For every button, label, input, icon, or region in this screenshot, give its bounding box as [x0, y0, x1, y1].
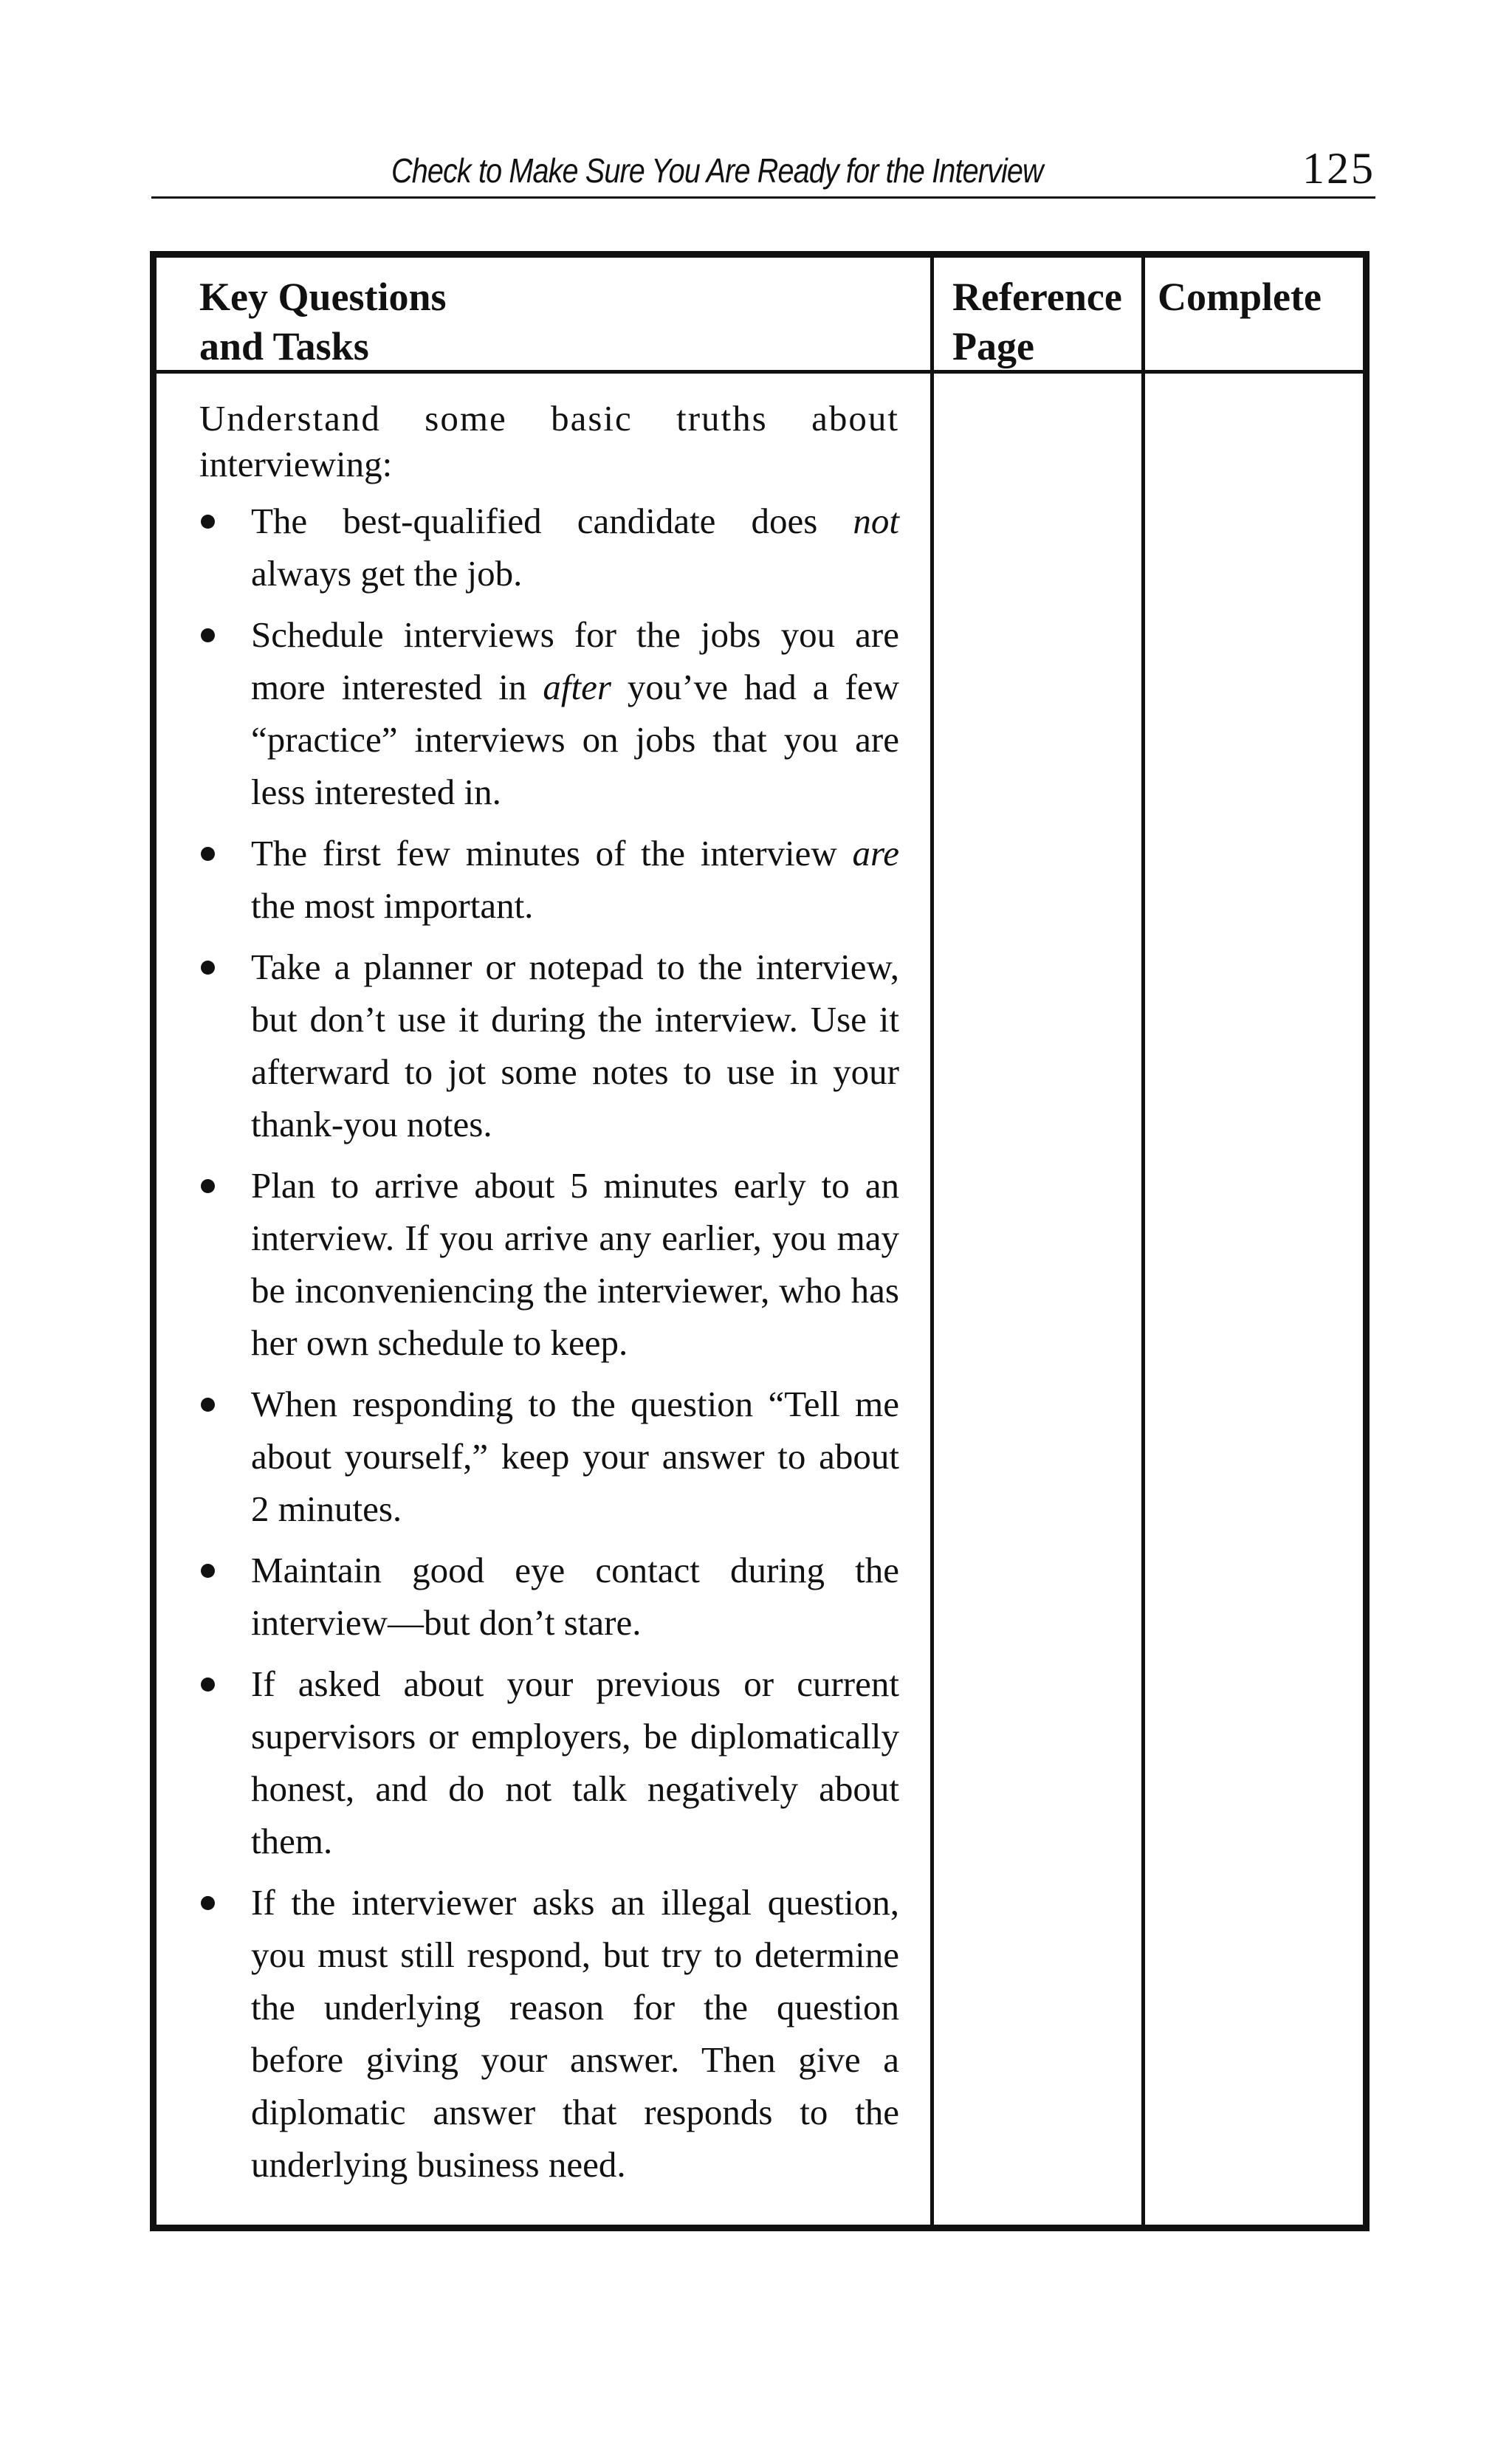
list-item: Schedule interviews for the jobs you are more interested in after you’ve had a few “practice” interviews on jobs that you are less interested in.	[199, 608, 899, 818]
column-header-complete	[1158, 272, 1364, 322]
bullet-icon	[201, 515, 215, 529]
column-header-questions-line2: and Tasks	[199, 324, 369, 368]
list-item: The best-qualified candidate does not always get the job.	[199, 495, 899, 600]
intro-text: Understand some basic truths about	[199, 398, 899, 439]
bullet-icon	[201, 1398, 215, 1412]
bullet-icon	[201, 1179, 215, 1193]
task-list	[199, 495, 899, 2191]
checklist-table	[150, 251, 1370, 2231]
bullet-icon	[201, 961, 215, 975]
list-item: If the interviewer asks an illegal question, you must still respond, but try to determine the underlying reason for the question before giving your answer. Then give a diplomatic answer that responds to the underlying business need.	[199, 1876, 899, 2191]
list-item: Maintain good eye contact during the interview—but don’t stare.	[199, 1544, 899, 1649]
questions-cell	[199, 396, 899, 2200]
bullet-icon	[201, 1678, 215, 1692]
page-number: 125	[1302, 144, 1375, 193]
bullet-icon	[201, 1896, 215, 1910]
list-item: When responding to the question “Tell me about yourself,” keep your answer to about 2 minutes.	[199, 1378, 899, 1535]
column-divider	[1141, 258, 1145, 2225]
list-item: If asked about your previous or current supervisors or employers, be diplomatically honest, and do not talk negatively about them.	[199, 1658, 899, 1867]
column-header-complete-label: Complete	[1158, 275, 1322, 319]
column-header-questions	[199, 272, 908, 371]
running-header	[151, 143, 1375, 199]
list-item: Plan to arrive about 5 minutes early to an interview. If you arrive any earlier, you may be inconveniencing the interviewer, who has her own schedule to keep.	[199, 1159, 899, 1369]
column-header-questions-line1: Key Questions	[199, 275, 447, 319]
column-header-reference	[952, 272, 1137, 371]
list-item: The first few minutes of the interview are the most important.	[199, 827, 899, 932]
intro-text-continued: interviewing:	[199, 444, 393, 484]
list-item: Take a planner or notepad to the interview, but don’t use it during the interview. Use it afterward to jot some notes to use in your thank-you notes.	[199, 941, 899, 1150]
bullet-icon	[201, 847, 215, 861]
bullet-icon	[201, 1564, 215, 1578]
bullet-icon	[201, 628, 215, 642]
column-header-reference-line1: Reference	[952, 275, 1122, 319]
column-header-reference-line2: Page	[952, 324, 1034, 368]
column-divider	[930, 258, 934, 2225]
running-title: Check to Make Sure You Are Ready for the Interview	[391, 151, 1043, 190]
